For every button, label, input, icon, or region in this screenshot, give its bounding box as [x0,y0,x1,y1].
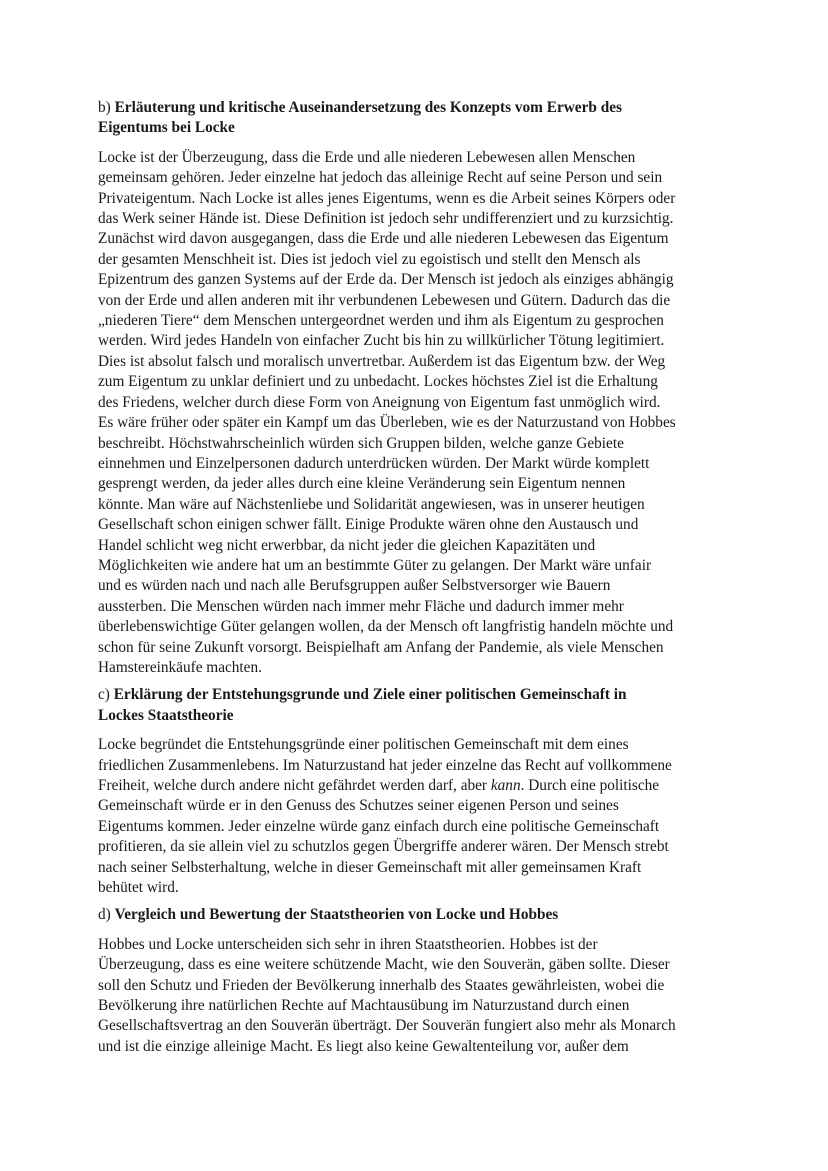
text-line: schon für seine Zukunft vorsorgt. Beispielhaft am Anfang der Pandemie, als viele Menschen [98,638,664,656]
text-line: Handel schlicht weg nicht erwerbbar, da nicht jeder die gleichen Kapazitäten und [98,536,596,554]
heading-line [98,685,732,705]
section-title: Erläuterung und kritische Auseinandersetzung des Konzepts vom Erwerb des [114,99,622,116]
section-b-paragraph [98,148,732,679]
text-line: Bevölkerung ihre natürlichen Rechte auf Machtausübung im Naturzustand durch einen [98,997,630,1015]
text-line: von der Erde und allen anderen mit ihr verbundenen Lebewesen und Gütern. Dadurch das die [98,291,671,309]
section-b-heading [98,98,732,139]
text-line: werden. Wird jedes Handeln von einfacher Zucht bis hin zu willkürlicher Tötung legitimiert. [98,332,665,350]
text-line: des Friedens, welcher durch diese Form von Aneignung von Eigentum fast unmöglich wird. [98,393,661,411]
text-line: Privateigentum. Nach Locke ist alles jenes Eigentums, wenn es die Arbeit seines Körpers oder [98,189,676,207]
section-title: Vergleich und Bewertung der Staatstheorien von Locke und Hobbes [114,906,559,924]
section-title: Lockes Staatstheorie [98,706,234,724]
text-line: Hamstereinkäufe machten. [98,658,262,676]
text-line: beschreibt. Höchstwahrscheinlich würden sich Gruppen bilden, welche ganze Gebiete [98,434,624,452]
text-line: überlebenswichtige Güter gelangen wollen, da der Mensch oft langfristig handeln möchte und [98,618,674,636]
text-line: Locke begründet die Entstehungsgründe einer politischen Gemeinschaft mit dem eines [98,736,629,754]
text-line: und es würden nach und nach alle Berufsgruppen außer Selbstversorger wie Bauern [98,577,611,595]
text-line [98,776,732,796]
section-b [98,98,732,678]
heading-line [98,98,732,118]
text-line: gemeinsam gehören. Jeder einzelne hat jedoch das alleinige Recht auf seine Person und sein [98,169,663,187]
text-line: Hobbes und Locke unterscheiden sich sehr in ihren Staatstheorien. Hobbes ist der [98,935,598,953]
text-line: „niederen Tiere“ dem Menschen untergeordnet werden und ihm als Eigentum zu gesprochen [98,312,664,330]
text-line: Zunächst wird davon ausgegangen, dass die Erde und alle niederen Lebewesen das Eigentum [98,230,669,248]
section-letter: b) [98,99,111,116]
section-c-heading [98,685,732,726]
text-line: nach seiner Selbsterhaltung, welche in dieser Gemeinschaft mit aller gemeinsamen Kraft [98,858,642,876]
section-letter: d) [98,906,111,924]
text-line: und ist die einzige alleinige Macht. Es liegt also keine Gewaltenteilung vor, außer dem [98,1037,629,1055]
text-line: könnte. Man wäre auf Nächstenliebe und Solidarität angewiesen, was in unserer heutigen [98,495,645,513]
text-line: Epizentrum des ganzen Systems auf der Erde da. Der Mensch ist jedoch als einziges abhängig [98,271,674,289]
text-line: der gesamten Menschheit ist. Dies ist jedoch viel zu egoistisch und stellt den Mensch als [98,250,641,268]
section-c [98,685,732,898]
text-line: profitieren, da sie allein viel zu schutzlos gegen Übergriffe anderer wären. Der Mensch strebt [98,838,669,856]
text-line: Gesellschaftsvertrag an den Souverän überträgt. Der Souverän fungiert also mehr als Monarch [98,1017,676,1035]
section-d-heading [98,905,732,925]
text-line: Überzeugung, dass es eine weitere schützende Macht, wie den Souverän, gäben sollte. Dieser [98,956,670,974]
section-letter: c) [98,686,110,704]
heading-line [98,905,732,925]
text-line: Möglichkeiten wie andere hat um an bestimmte Güter zu gelangen. Der Markt wäre unfair [98,556,652,574]
text-line: Gesellschaft schon einigen schwer fällt. Einige Produkte wären ohne den Austausch und [98,516,639,534]
section-d [98,905,732,1057]
text-segment: . Durch eine politische [520,777,660,794]
text-line: Gemeinschaft würde er in den Genuss des Schutzes seiner eigenen Person und seines [98,797,619,815]
section-title: Eigentums bei Locke [98,119,235,137]
text-segment: Freiheit, welche durch andere nicht gefährdet werden darf, aber [98,777,491,794]
text-line: aussterben. Die Menschen würden nach immer mehr Fläche und dadurch immer mehr [98,597,624,615]
section-title: Erklärung der Entstehungsgrunde und Ziele einer politischen Gemeinschaft in [113,686,627,704]
text-line: das Werk seiner Hände ist. Diese Definition ist jedoch sehr undifferenziert und zu kurzsichtig. [98,210,674,228]
text-line: soll den Schutz und Frieden der Bevölkerung innerhalb des Staates gewährleisten, wobei die [98,976,665,994]
section-c-paragraph [98,735,732,898]
text-line: einnehmen und Einzelpersonen dadurch unterdrücken würden. Der Markt würde komplett [98,454,650,472]
section-d-paragraph [98,935,732,1057]
text-line: friedlichen Zusammenlebens. Im Naturzustand hat jeder einzelne das Recht auf vollkommene [98,756,672,774]
italic-word: kann [490,777,521,794]
text-line: Dies ist absolut falsch und moralisch unvertretbar. Außerdem ist das Eigentum bzw. der Weg [98,352,666,370]
text-line: behütet wird. [98,879,179,897]
text-line: gesprengt werden, da jeder alles durch eine kleine Veränderung sein Eigentum nennen [98,475,626,493]
text-line: Locke ist der Überzeugung, dass die Erde und alle niederen Lebewesen allen Menschen [98,148,636,166]
text-line: zum Eigentum zu unklar definiert und zu unbedacht. Lockes höchstes Ziel ist die Erhaltung [98,373,658,391]
text-line: Eigentums kommen. Jeder einzelne würde ganz einfach durch eine politische Gemeinschaft [98,817,660,835]
text-line: Es wäre früher oder später ein Kampf um das Überleben, wie es der Naturzustand von Hobbes [98,414,676,432]
